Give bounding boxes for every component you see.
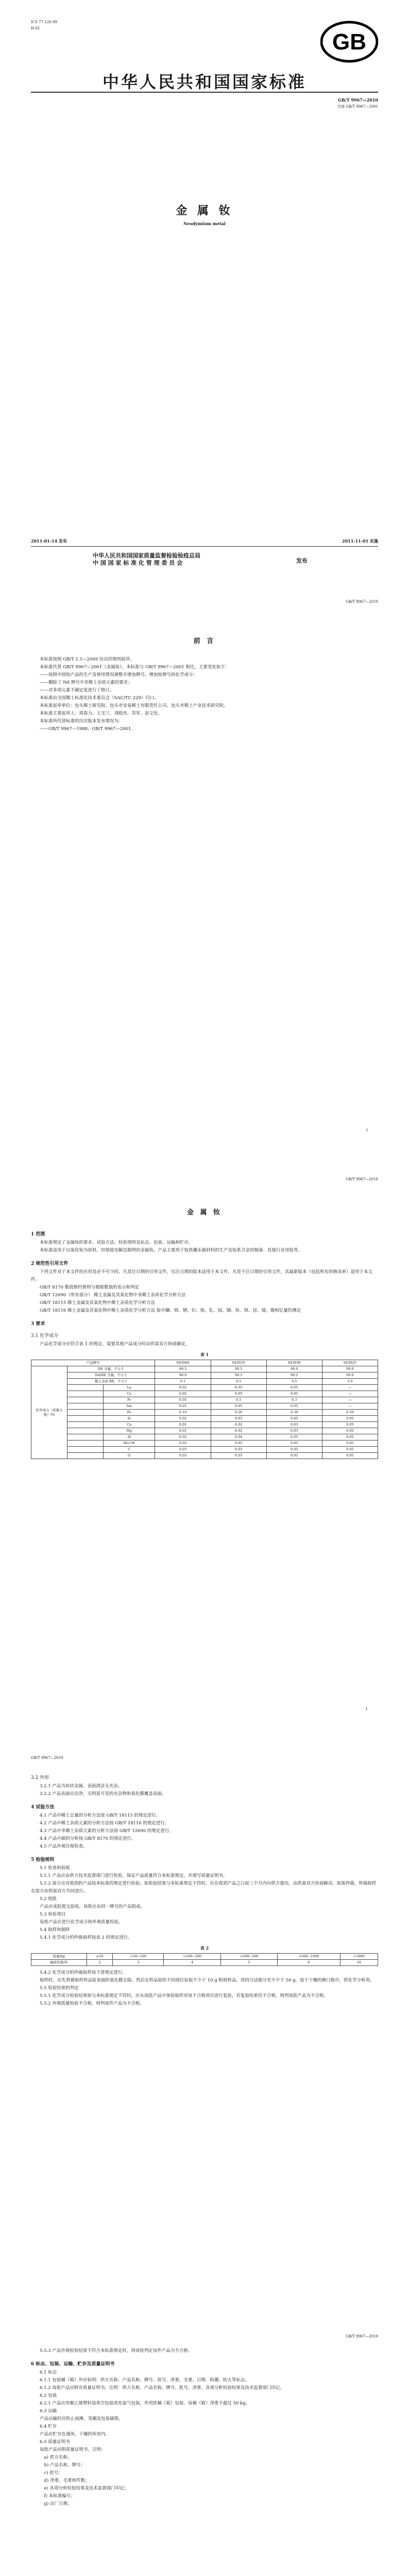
table-cell: 0.10 <box>155 1410 211 1416</box>
en-title: Neodymium metal <box>183 221 226 226</box>
table-row <box>31 1428 378 1434</box>
table-cell: 99.5 <box>211 1372 266 1379</box>
table-cell: — <box>322 1385 378 1391</box>
table-header-cell: 043030 <box>266 1360 322 1366</box>
section-heading: 5 检验规则 <box>31 1857 55 1862</box>
content-body <box>31 1225 378 1459</box>
doc-title: 金 属 钕 <box>186 1209 223 1216</box>
section-para: 5.2 组批 <box>40 1896 57 1902</box>
table-cell: Sm <box>104 1403 155 1410</box>
content-page-1 <box>0 1157 409 1736</box>
page-number: I <box>366 1128 368 1132</box>
content-body <box>31 1769 378 2008</box>
table-row <box>31 1434 378 1440</box>
section-heading: 1 范围 <box>31 1232 45 1237</box>
table-cell: 0.03 <box>266 1422 322 1428</box>
table-cell: 0.03 <box>211 1416 266 1422</box>
impl-date: 2011-11-01 实施 <box>342 538 378 544</box>
table-row <box>31 1453 378 1459</box>
section-para: 6.1.2 每批产品应附有质量证明书，注明：供方名称、产品名称、牌号、批号、净重、各项分析检验结果及技术监督部门印记。 <box>40 2385 284 2391</box>
svg-text:GB: GB <box>332 29 366 55</box>
table-cell: 0.05 <box>211 1453 266 1459</box>
table-cell: — <box>322 1391 378 1397</box>
table-cell: 0.05 <box>211 1403 266 1410</box>
table-cell: 1.0 <box>322 1379 378 1385</box>
table-cell: 0.05 <box>211 1391 266 1397</box>
table-cell: 0.05 <box>322 1453 378 1459</box>
table-cell: 0.03 <box>155 1440 211 1447</box>
table-header-cell: 043035 <box>211 1360 266 1366</box>
table-row <box>31 1391 378 1397</box>
table-cell: 0.05 <box>266 1434 322 1440</box>
table-header-row <box>31 1360 378 1366</box>
table-cell: 99.0 <box>266 1366 322 1372</box>
section-para: 6.2 包装 <box>40 2393 57 2398</box>
section-para: 5.1 检查和验收 <box>40 1866 70 1871</box>
section-para: 4.4 产品中碳的分析按 GB/T 8170 的规定进行。 <box>40 1836 136 1841</box>
table-cell: RE 含量，不小于 <box>67 1366 155 1372</box>
table-header-cell: 产品牌号 <box>31 1360 155 1366</box>
table-header-cell: 批量/kg <box>31 1954 87 1960</box>
table-cell: La <box>104 1385 155 1391</box>
content-body <box>31 2347 378 2508</box>
table-cell: 0.02 <box>155 1416 211 1422</box>
issue-word: 发布 <box>296 557 308 564</box>
table-cell: 0.1 <box>211 1397 266 1403</box>
issue-date: 2011-01-14 发布 <box>31 538 67 544</box>
table-cell: 0.04 <box>211 1434 266 1440</box>
table-cell: 0.1 <box>155 1379 211 1385</box>
foreword-para: 本标准由全国稀土标准化技术委员会（SAC/TC 229）归口。 <box>40 696 159 701</box>
table-cell: 0.05 <box>266 1453 322 1459</box>
table-cell: Si <box>104 1416 155 1422</box>
table-cell: 0.05 <box>266 1403 322 1410</box>
table-cell: 99.0 <box>322 1366 378 1372</box>
foreword-para: ——GB/T 9967—1988、GB/T 9967—2001。 <box>40 726 136 732</box>
table-header-cell: >50~100 <box>113 1954 164 1960</box>
table-cell: Mo+W <box>104 1440 155 1447</box>
list-item: a) 供方名称； <box>44 2455 72 2460</box>
table-cell: 稀土杂质 RE，不大于 <box>67 1379 155 1385</box>
table-cell: 2 <box>87 1960 113 1966</box>
table-row <box>31 1410 378 1416</box>
table-cell: 0.02 <box>155 1385 211 1391</box>
section-para: 产品运输时应防止雨淋、受潮及包装破损。 <box>40 2416 123 2421</box>
table-cell: 0.50 <box>322 1410 378 1416</box>
table-cell: 0.5 <box>211 1379 266 1385</box>
table-cell: 0.20 <box>211 1410 266 1416</box>
table-header-cell: >100~200 <box>164 1954 220 1960</box>
section-para: 5.3 检验项目 <box>40 1912 66 1917</box>
table-cell: 0.01 <box>155 1428 211 1434</box>
section-para: 4.5 产品外观目视检查。 <box>40 1844 88 1849</box>
subsection-heading: 3.2 外形 <box>31 1775 49 1781</box>
content-page-3 <box>0 2314 409 2576</box>
table-cell: 3 <box>113 1960 164 1966</box>
section-para: 下列文件对于本文件的应用是必不可少的。凡是注日期的引用文件，仅注日期的版本适用于本文件。凡是不注日期的引用文件，其最新版本（包括所有的修改单）适用于本文件。 <box>31 1269 373 1282</box>
section-para: GB/T 12690（所有部分） 稀土金属及其氧化物中非稀土杂质化学分析方法 <box>40 1293 186 1298</box>
issuer-2: 中 国 国 家 标 准 化 管 理 委 员 会 <box>93 560 183 566</box>
section-para: 6.5 质量证明书 <box>40 2439 70 2445</box>
foreword-para: 本标准按照 GB/T 1.1—2009 给出的规则起草。 <box>40 657 134 662</box>
table-cell: 0.03 <box>211 1447 266 1453</box>
table-cell: 6 <box>278 1960 340 1966</box>
table-cell: 0.05 <box>211 1385 266 1391</box>
section-heading: 6 标志、包装、运输、贮存及质量证明书 <box>31 2362 115 2367</box>
table-cell: 0.03 <box>266 1428 322 1434</box>
section-para: GB/T 8170 数值修约规则与极限数值的表示和判定 <box>40 1285 140 1290</box>
page-header: GB/T 9967—2010 <box>346 2334 378 2338</box>
section-para: 5.1.1 产品应由供方技术监督部门进行检验，保证产品质量符合本标准规定，并填写质量证明书。 <box>40 1873 228 1878</box>
section-para: 5.5 检验结果的判定 <box>40 1986 79 1991</box>
table-cell: 0.05 <box>322 1434 378 1440</box>
list-item: c) 批号； <box>44 2470 63 2476</box>
table-cell: 5 <box>220 1960 277 1966</box>
table-header-cell: >500~1000 <box>278 1954 340 1960</box>
table-cell: 抽样件数/件 <box>31 1960 87 1966</box>
issuer-1: 中华人民共和国国家质量监督检验检疫总局 <box>93 552 200 559</box>
table-cell: 0.05 <box>266 1447 322 1453</box>
ccs-code: H 65 <box>31 26 40 30</box>
table-cell: 99.5 <box>155 1366 211 1372</box>
foreword-body <box>31 656 378 733</box>
table-row <box>31 1422 378 1428</box>
table-cell: 0.5 <box>266 1379 322 1385</box>
list-item: d) 净重、毛重和件数； <box>44 2478 90 2483</box>
footer-rule <box>31 546 378 547</box>
table-row <box>31 1440 378 1447</box>
table-cell: 0.05 <box>322 1416 378 1422</box>
table-cell: 0.05 <box>266 1391 322 1397</box>
table-row <box>31 1397 378 1403</box>
section-para: 3.2.2 产品表面应洁净，无明显可见的夹杂物和氧化膜覆盖表面。 <box>40 1791 166 1797</box>
list-item: e) 各项分析检验结果及技术监督部门印记； <box>44 2486 129 2491</box>
page-header: GB/T 9967—2010 <box>31 1756 63 1760</box>
section-para: 3.2.1 产品为块状金属，表面清洁无夹杂。 <box>40 1784 123 1789</box>
foreword-para: ——对多项元素不确定度进行了修订。 <box>40 688 114 693</box>
table-cell: Fe <box>104 1410 155 1416</box>
section-heading: 2 规范性引用文件 <box>31 1261 69 1266</box>
section-para: GB/T 18116 稀土金属及其氧化物中稀土杂质化学分析方法 钕中镧、铈、镨、钐、铕、钆、铽、镝、钬、铒、铥、镱、镥和钇量的测定 <box>40 1308 301 1313</box>
table-row <box>31 1447 378 1453</box>
section-para: 5.1.2 需方应对收到的产品按本标准的规定进行检验。如检验结果与本标准规定不符时，应在收到产品之日起三个月内向供方提出，由供需双方协商解决。如需仲裁，仲裁取样在需方由供需双方共同进行。 <box>31 1881 377 1894</box>
cover-page <box>0 0 409 579</box>
table-row <box>31 1960 378 1966</box>
section-para: 5.5.1 化学成分检验结果如与本标准规定不符时，应从该批产品中加倍取样对该不合格项目进行复验，若复验结果仍不合格，则判该批产品为不合格。 <box>40 1993 328 1998</box>
table-cell: 0.05 <box>322 1447 378 1453</box>
foreword-para: 本标准所代替标准的历次版本发布情况为： <box>40 719 123 724</box>
table-header-cell: 043040 <box>155 1360 211 1366</box>
std-number: GB/T 9967—2010 <box>338 97 378 103</box>
table-side-label: 化学成分（质量分数）/% <box>31 1366 67 1459</box>
org-title: 中华人民共和国国家标准 <box>102 72 306 92</box>
table-row <box>31 1372 378 1379</box>
table-header-cell: 043025 <box>322 1360 378 1366</box>
section-para: 5.4 取样和制样 <box>40 1927 70 1933</box>
sampling-table <box>31 1953 378 1966</box>
cn-title: 金 属 钕 <box>176 204 233 217</box>
table-caption: 表 2 <box>200 1945 209 1951</box>
section-para: 5.5.2 外观质量检验不合格，则判该件产品为不合格。 <box>40 2001 144 2006</box>
section-para: 6.1.1 包装桶（箱）外应标明：供方名称、产品名称、牌号、批号、净重、毛重、日期、防潮、防火等标志。 <box>40 2378 249 2383</box>
table-cell: Al <box>104 1434 155 1440</box>
section-para: 6.3 运输 <box>40 2409 57 2414</box>
section-para: 4.2 产品中稀土杂质元素的分析方法按 GB/T 18116 的规定进行。 <box>40 1821 169 1826</box>
page-header: GB/T 9967—2010 <box>346 600 378 604</box>
table-cell: 4 <box>164 1960 220 1966</box>
gb-logo <box>320 21 378 63</box>
table-cell: Ce <box>104 1391 155 1397</box>
table-cell: 0.02 <box>211 1428 266 1434</box>
list-item: b) 产品名称、牌号； <box>44 2463 85 2468</box>
table-cell: 99.0 <box>322 1372 378 1379</box>
foreword-para: 本标准代替 GB/T 9967—2001《金属钕》，本标准与 GB/T 9967—2001 相比，主要变化如下： <box>40 665 230 670</box>
table-cell: 0.3 <box>266 1397 322 1403</box>
table-cell: 0.02 <box>155 1434 211 1440</box>
table-cell: Mg <box>104 1428 155 1434</box>
table-cell: 0.03 <box>155 1447 211 1453</box>
table-cell: 0.05 <box>322 1422 378 1428</box>
issuer-block <box>93 552 200 567</box>
table-row <box>31 1366 378 1372</box>
section-para: 取样时，应先将被取样样品锭表面的氧化膜去除，然后在样品锭的不同部位钻取不少于 10 g 粉屑样品，用四分法缩分至不少于 50 g，装于干燥的磨口瓶中，供化学分析用。 <box>40 1978 374 1983</box>
section-para: 每批产品应附质量证明书，注明： <box>40 2447 106 2452</box>
subsection-heading: 3.1 化学成分 <box>31 1333 59 1338</box>
section-para: 产品应成批提交验收，每批应由同一牌号的产品组成。 <box>40 1904 145 1909</box>
foreword-para: ——按照中国钕产品的生产及使用情况调整并增加牌号，增加钕牌号的化学成分； <box>40 672 198 677</box>
table-row <box>31 1385 378 1391</box>
table-cell: 99.9 <box>155 1372 211 1379</box>
title-rule <box>31 92 378 93</box>
foreword-para: 本标准起草单位：包头稀土研究院、包头市安泰稀土有限责任公司、包头市稀土产业技术研究院。 <box>40 703 228 708</box>
table-cell: — <box>322 1397 378 1403</box>
section-para: 5.5.3 产品外观检验结果不符合本标准规定时，则该批判定该件产品为不合格。 <box>40 2348 193 2353</box>
table-cell: 0.05 <box>266 1416 322 1422</box>
table-cell: 10 <box>340 1960 378 1966</box>
section-para: 产品应贮存在通风、干燥的库房内。 <box>40 2432 110 2437</box>
foreword-page <box>0 579 409 1157</box>
section-para: GB/T 18115 稀土金属及其氧化物中稀土杂质化学分析方法 <box>40 1300 156 1306</box>
table-row <box>31 1379 378 1385</box>
table-cell: 0.02 <box>211 1422 266 1428</box>
section-para: 产品化学成分应符合表 1 的规定，需要其他产品成分时由供需双方协商确定。 <box>40 1342 190 1347</box>
section-para: 5.4.2 化学成分的仲裁取样按下述规定进行。 <box>40 1970 127 1975</box>
foreword-para: ——删除了 Nd 牌号中非稀土杂质元素的要求； <box>40 680 132 685</box>
table-row <box>31 1403 378 1410</box>
table-cell: 0.03 <box>155 1453 211 1459</box>
table-cell: 99.5 <box>266 1372 322 1379</box>
table-cell: O <box>104 1453 155 1459</box>
table-cell: 0.05 <box>211 1440 266 1447</box>
table-cell: C <box>104 1447 155 1453</box>
section-heading: 4 试验方法 <box>31 1805 55 1810</box>
ics-code: ICS 77.120.99 <box>31 20 57 24</box>
table-cell: 0.01 <box>155 1422 211 1428</box>
section-para: 本标准规定了金属钕的要求、试验方法、检验规则及标志、包装、运输和贮存。 <box>40 1240 193 1245</box>
table-cell: 0.01 <box>155 1403 211 1410</box>
section-heading: 3 要求 <box>31 1321 45 1327</box>
section-para: 5.4.1 化学成分的仲裁取样按表 2 的规定进行。 <box>40 1935 132 1940</box>
list-item: g) 出厂日期。 <box>44 2501 72 2506</box>
section-para: 6.4 贮存 <box>40 2424 57 2429</box>
table-cell: 0.02 <box>155 1391 211 1397</box>
table-cell: 99.5 <box>211 1366 266 1372</box>
content-page-2 <box>0 1736 409 2314</box>
foreword-title: 前 言 <box>193 637 216 645</box>
list-item: f) 本标准编号； <box>44 2494 75 2499</box>
section-para: 本标准适用于以氧化钕为原料，经熔盐电解法制得的金属钕。产品主要用于钕铁硼永磁材料的生产及钕系合金的制备、其他行业用钕等。 <box>40 1248 303 1253</box>
table-cell: 0.05 <box>266 1385 322 1391</box>
section-para: 6.2.1 产品应用聚乙烯塑料袋真空包装或充氩气包装，外用铁桶（箱）包装，每桶（箱）净重不超过 50 kg。 <box>40 2401 250 2406</box>
table-cell: 0.05 <box>322 1428 378 1434</box>
page-number: 1 <box>365 1707 368 1711</box>
table-header-row <box>31 1954 378 1960</box>
table-header-cell: >200~500 <box>220 1954 277 1960</box>
table-cell: Pr <box>104 1397 155 1403</box>
table-cell: 0.05 <box>322 1440 378 1447</box>
section-para: 6.1 标志 <box>40 2370 57 2375</box>
table-cell: Nd/RE 含量，不小于 <box>67 1372 155 1379</box>
table-row <box>31 1416 378 1422</box>
table-header-cell: >1000 <box>340 1954 378 1960</box>
page-header: GB/T 9967—2010 <box>346 1177 378 1181</box>
gb-logo-icon <box>320 21 378 63</box>
replaces-note: 代替 GB/T 9967—2001 <box>337 105 378 109</box>
table-header-cell: ≤50 <box>87 1954 113 1960</box>
table-cell: 0.05 <box>155 1397 211 1403</box>
table-cell: 0.05 <box>266 1440 322 1447</box>
table-caption: 表 1 <box>200 1352 209 1357</box>
section-para: 每批产品应进行化学成分和外观质量检验。 <box>40 1920 123 1925</box>
table-cell: Ca <box>104 1422 155 1428</box>
chem-table <box>31 1360 378 1459</box>
table-cell: — <box>322 1403 378 1410</box>
section-para: 4.1 产品中稀土总量的分析方法按 GB/T 18115 的规定进行。 <box>40 1813 161 1818</box>
table-cell: 0.30 <box>266 1410 322 1416</box>
section-para: 4.3 产品中非稀土杂质元素的分析方法按 GB/T 12690 的规定进行。 <box>40 1828 174 1834</box>
foreword-para: 本标准主要起草人：周春力、王宝兰、刘晓杰、苏军、赵文化。 <box>40 711 163 716</box>
